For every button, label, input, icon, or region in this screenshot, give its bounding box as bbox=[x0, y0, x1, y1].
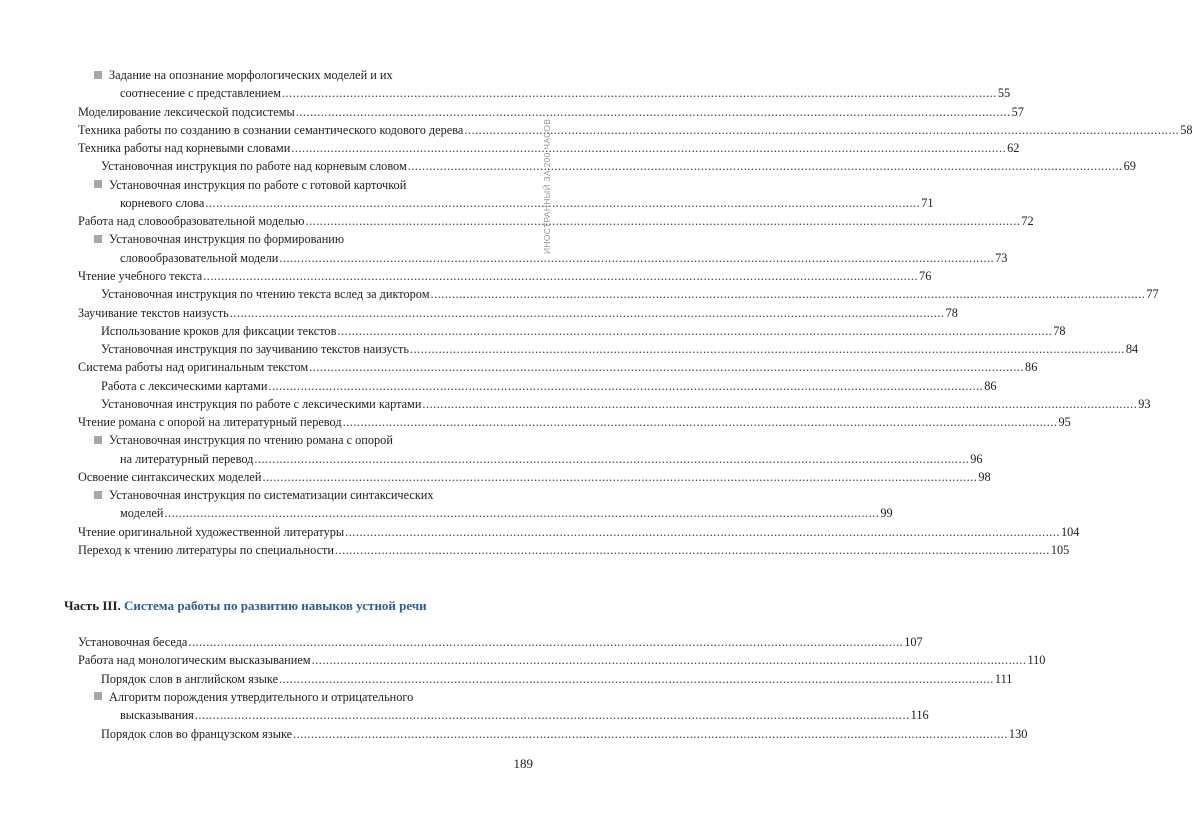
leader-dots: ........................................................................................................................................................................................................ bbox=[345, 524, 1060, 539]
toc-page-number: 99 bbox=[880, 506, 893, 521]
leader-dots: ........................................................................................................................................................................................................ bbox=[337, 323, 1053, 338]
toc-item-text: Работа над словообразовательной моделью bbox=[78, 214, 305, 229]
toc-item[interactable] bbox=[120, 195, 934, 211]
toc-item-text: высказывания bbox=[120, 708, 194, 723]
toc-item[interactable] bbox=[78, 268, 932, 284]
toc-page-number: 55 bbox=[997, 86, 1011, 101]
toc-item-text: Чтение романа с опорой на литературный перевод bbox=[78, 415, 342, 430]
toc-item-text: Задание на опознание морфологических моделей и их bbox=[109, 68, 393, 82]
toc-item-text: моделей bbox=[120, 506, 164, 521]
leader-dots: ........................................................................................................................................................................................................ bbox=[410, 342, 1125, 357]
toc-item-text: словообразовательной модели bbox=[120, 250, 279, 265]
toc-item-text: Работа с лексическими картами bbox=[101, 378, 268, 393]
toc-item bbox=[94, 231, 344, 247]
leader-dots: ........................................................................................................................................................................................................ bbox=[281, 86, 997, 101]
toc-item bbox=[94, 432, 393, 448]
toc-item[interactable] bbox=[120, 250, 1008, 266]
toc-page-number: 93 bbox=[1138, 396, 1151, 411]
toc-item-text: Освоение синтаксических моделей bbox=[78, 469, 262, 484]
toc-page-number: 110 bbox=[1027, 653, 1046, 668]
toc-page-number: 78 bbox=[1053, 323, 1066, 338]
toc-page-number: 105 bbox=[1050, 543, 1070, 558]
toc-page-number: 86 bbox=[984, 378, 997, 393]
toc-item bbox=[94, 689, 413, 705]
part-label: Часть III. bbox=[64, 598, 121, 613]
toc-item-text: на литературный перевод bbox=[120, 451, 254, 466]
leader-dots: ........................................................................................................................................................................................................ bbox=[188, 635, 904, 649]
toc-item[interactable] bbox=[94, 158, 1136, 174]
toc-item-text: Техника работы над корневыми словами bbox=[78, 141, 291, 156]
toc-item[interactable] bbox=[78, 122, 1192, 138]
toc-item-text: Заучивание текстов наизусть bbox=[78, 305, 229, 320]
leader-dots: ........................................................................................................................................................................................................ bbox=[293, 726, 1008, 741]
toc-item bbox=[94, 67, 393, 83]
toc-item[interactable] bbox=[120, 505, 893, 521]
leader-dots: ........................................................................................................................................................................................................ bbox=[422, 396, 1138, 411]
toc-item-text: Установочная инструкция по заучиванию текстов наизусть bbox=[101, 342, 409, 357]
toc-item-text: соотнесение с представлением bbox=[120, 86, 281, 101]
toc-item-text: Алгоритм порождения утвердительного и отрицательного bbox=[109, 689, 414, 704]
toc-page-number: 58 bbox=[1180, 122, 1192, 137]
square-bullet-icon bbox=[94, 491, 102, 499]
toc-item[interactable] bbox=[78, 469, 991, 485]
toc-item-text: Установочная инструкция по чтению текста вслед за диктором bbox=[101, 287, 430, 302]
toc-item-text: Чтение оригинальной художественной литературы bbox=[78, 524, 345, 539]
leader-dots: ........................................................................................................................................................................................................ bbox=[268, 378, 984, 393]
leader-dots: ........................................................................................................................................................................................................ bbox=[430, 287, 1146, 302]
toc-item[interactable] bbox=[78, 140, 1020, 156]
toc-item-text: Установочная инструкция по работе над корневым словом bbox=[101, 159, 407, 174]
toc-item[interactable] bbox=[120, 85, 1011, 101]
toc-page-number: 84 bbox=[1125, 342, 1139, 357]
toc-item[interactable] bbox=[78, 542, 1070, 558]
leader-dots: ........................................................................................................................................................................................................ bbox=[295, 104, 1011, 119]
leader-dots: ........................................................................................................................................................................................................ bbox=[164, 506, 880, 521]
toc-page-number: 62 bbox=[1007, 141, 1020, 156]
square-bullet-icon bbox=[94, 71, 102, 79]
square-bullet-icon bbox=[94, 235, 102, 243]
leader-dots: ........................................................................................................................................................................................................ bbox=[194, 708, 910, 723]
toc-item-text: Установочная инструкция по чтению романа с опорой bbox=[109, 433, 393, 448]
toc-item[interactable] bbox=[78, 652, 1046, 668]
toc-item[interactable] bbox=[94, 286, 1159, 302]
toc-item[interactable] bbox=[78, 359, 1038, 375]
toc-item[interactable] bbox=[78, 414, 1071, 430]
leader-dots: ........................................................................................................................................................................................................ bbox=[279, 250, 995, 265]
toc-page-number: 104 bbox=[1061, 524, 1080, 539]
toc-item[interactable] bbox=[78, 305, 958, 321]
leader-dots: ........................................................................................................................................................................................................ bbox=[334, 543, 1050, 558]
toc-item[interactable] bbox=[94, 726, 1028, 742]
toc-item[interactable] bbox=[78, 524, 1080, 540]
toc-page-number: 111 bbox=[994, 671, 1013, 686]
toc-item[interactable] bbox=[94, 396, 1151, 412]
toc-item-text: Установочная беседа bbox=[78, 635, 188, 649]
toc-page-number: 98 bbox=[978, 469, 991, 484]
toc-page-number: 86 bbox=[1025, 360, 1038, 375]
toc-page-number: 76 bbox=[919, 268, 932, 283]
toc-item-text: Установочная инструкция по систематизации синтаксических bbox=[109, 488, 434, 503]
toc-item-text: Установочная инструкция по работе с готовой карточкой bbox=[109, 177, 407, 192]
leader-dots: ........................................................................................................................................................................................................ bbox=[229, 305, 945, 320]
part-heading bbox=[64, 598, 427, 614]
page-number: 189 bbox=[513, 756, 533, 771]
toc-item-text: Использование кроков для фиксации текстов bbox=[101, 323, 337, 338]
leader-dots: ........................................................................................................................................................................................................ bbox=[291, 141, 1007, 156]
square-bullet-icon bbox=[94, 180, 102, 188]
running-header-text: ИНОСТРАННЫЙ ЗА 200 ЧАСОВ bbox=[542, 118, 552, 254]
leader-dots: ........................................................................................................................................................................................................ bbox=[407, 159, 1123, 174]
toc-item-text: корневого слова bbox=[120, 195, 205, 210]
running-header-vertical bbox=[540, 118, 554, 254]
toc-item[interactable] bbox=[94, 378, 997, 394]
toc-page-number: 95 bbox=[1058, 415, 1071, 430]
toc-item[interactable] bbox=[78, 104, 1024, 120]
toc-item[interactable] bbox=[78, 213, 1034, 229]
leader-dots: ........................................................................................................................................................................................................ bbox=[342, 415, 1058, 430]
leader-dots: ........................................................................................................................................................................................................ bbox=[205, 195, 921, 210]
toc-item[interactable] bbox=[94, 323, 1066, 339]
toc-item[interactable] bbox=[78, 634, 923, 650]
toc-page-number: 69 bbox=[1123, 159, 1136, 174]
toc-item-text: Система работы над оригинальным текстом bbox=[78, 360, 309, 375]
toc-page-number: 77 bbox=[1146, 287, 1159, 302]
toc-item-text: Установочная инструкция по формированию bbox=[109, 232, 345, 247]
toc-item bbox=[94, 487, 434, 503]
toc-item[interactable] bbox=[120, 707, 929, 723]
toc-item-text: Переход к чтению литературы по специальности bbox=[78, 543, 334, 558]
leader-dots: ........................................................................................................................................................................................................ bbox=[262, 469, 978, 484]
toc-item[interactable] bbox=[94, 341, 1139, 357]
toc-page-number: 116 bbox=[910, 708, 929, 723]
toc-item-text: Установочная инструкция по работе с лексическими картами bbox=[101, 396, 422, 411]
toc-page-number: 57 bbox=[1011, 104, 1024, 119]
square-bullet-icon bbox=[94, 436, 102, 444]
leader-dots: ........................................................................................................................................................................................................ bbox=[305, 214, 1021, 229]
toc-item bbox=[94, 177, 406, 193]
toc-item-text: Работа над монологическим высказыванием bbox=[78, 653, 311, 668]
toc-page-number: 96 bbox=[970, 451, 983, 466]
leader-dots: ........................................................................................................................................................................................................ bbox=[311, 653, 1027, 668]
toc-item[interactable] bbox=[120, 451, 983, 467]
toc-page-number: 130 bbox=[1008, 726, 1028, 741]
square-bullet-icon bbox=[94, 692, 102, 700]
leader-dots: ........................................................................................................................................................................................................ bbox=[464, 122, 1180, 137]
leader-dots: ........................................................................................................................................................................................................ bbox=[254, 451, 970, 466]
toc-item-text: Техника работы по созданию в сознании семантического кодового дерева bbox=[78, 122, 464, 137]
leader-dots: ........................................................................................................................................................................................................ bbox=[203, 268, 919, 283]
toc-item-text: Порядок слов во французском языке bbox=[101, 726, 293, 741]
toc-page-number: 78 bbox=[945, 305, 958, 320]
toc-item-text: Моделирование лексической подсистемы bbox=[78, 104, 295, 119]
toc-page-number: 73 bbox=[995, 250, 1008, 265]
part-title: Система работы по развитию навыков устной речи bbox=[124, 598, 427, 613]
toc-item[interactable] bbox=[94, 671, 1013, 687]
toc-page-number: 107 bbox=[904, 635, 923, 649]
toc-page-number: 71 bbox=[921, 195, 934, 210]
toc-item-text: Чтение учебного текста bbox=[78, 268, 203, 283]
toc-item-text: Порядок слов в английском языке bbox=[101, 671, 279, 686]
toc-page-number: 72 bbox=[1021, 214, 1034, 229]
leader-dots: ........................................................................................................................................................................................................ bbox=[309, 360, 1025, 375]
leader-dots: ........................................................................................................................................................................................................ bbox=[279, 671, 994, 686]
